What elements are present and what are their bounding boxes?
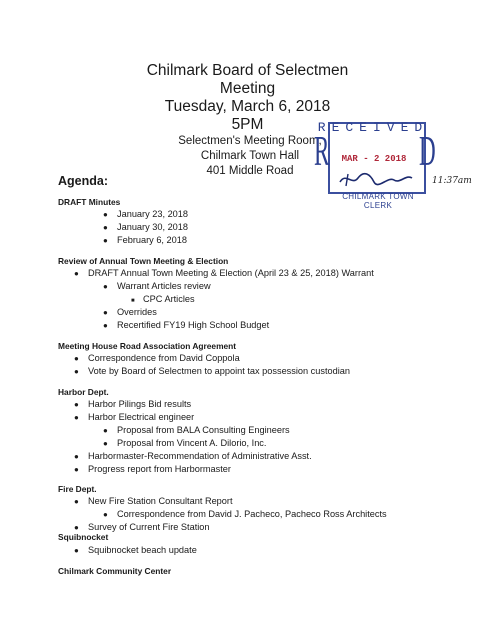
list-item: ● DRAFT Annual Town Meeting & Election (April 23 & 25, 2018) Warrant [74,268,374,278]
list-item: ● February 6, 2018 [103,235,187,245]
list-item: ● Survey of Current Fire Station [74,522,210,532]
stamp-clerk: CHILMARK TOWN CLERK [342,192,414,210]
list-item: ● Proposal from BALA Consulting Engineers [103,425,290,435]
list-item: ■ CPC Articles [131,294,195,304]
section-heading-community-center: Chilmark Community Center [58,566,172,576]
list-item: ● Progress report from Harbormaster [74,464,231,474]
section-heading-fire: Fire Dept. [58,484,97,494]
list-item: ● Harbor Pilings Bid results [74,399,192,409]
section-heading-meeting-house: Meeting House Road Association Agreement [58,341,237,351]
board-title: Chilmark Board of Selectmen [146,62,349,79]
list-item: ● Overrides [103,307,157,317]
received-stamp [314,120,472,210]
meeting-time: 5PM [231,116,264,133]
meeting-date: Tuesday, March 6, 2018 [164,98,331,115]
stamp-r-letter: R [314,129,330,175]
list-item: ● Squibnocket beach update [74,545,197,555]
section-heading-squibnocket: Squibnocket [58,532,109,542]
location-building: Chilmark Town Hall [200,150,300,162]
list-item: ● Recertified FY19 High School Budget [103,320,270,330]
stamp-time-note: 11:37am [432,176,472,186]
signature-icon [336,170,416,188]
list-item: ● Warrant Articles review [103,281,211,291]
agenda-label: Agenda: [58,174,108,188]
section-heading-town-meeting: Review of Annual Town Meeting & Election [58,256,229,266]
list-item: ● January 23, 2018 [103,209,189,219]
list-item: ● Correspondence from David Coppola [74,353,240,363]
meeting-title: Meeting [219,80,276,97]
list-item: ● Harbormaster-Recommendation of Administrative Asst. [74,451,312,461]
stamp-date: MAR - 2 2018 [341,154,407,164]
list-item: ● Correspondence from David J. Pacheco, Pacheco Ross Architects [103,509,387,519]
section-heading-harbor: Harbor Dept. [58,387,109,397]
list-item: ● Harbor Electrical engineer [74,412,195,422]
stamp-d-letter: D [419,129,436,175]
list-item: ● Proposal from Vincent A. Dilorio, Inc. [103,438,267,448]
location-address: 401 Middle Road [206,165,294,177]
location-room: Selectmen's Meeting Room, [178,135,322,147]
section-heading-draft-minutes: DRAFT Minutes [58,197,121,207]
list-item: ● January 30, 2018 [103,222,189,232]
stamp-received-label: RECEIVED [317,120,429,135]
list-item: ● Vote by Board of Selectmen to appoint tax possession custodian [74,366,351,376]
list-item: ● New Fire Station Consultant Report [74,496,233,506]
